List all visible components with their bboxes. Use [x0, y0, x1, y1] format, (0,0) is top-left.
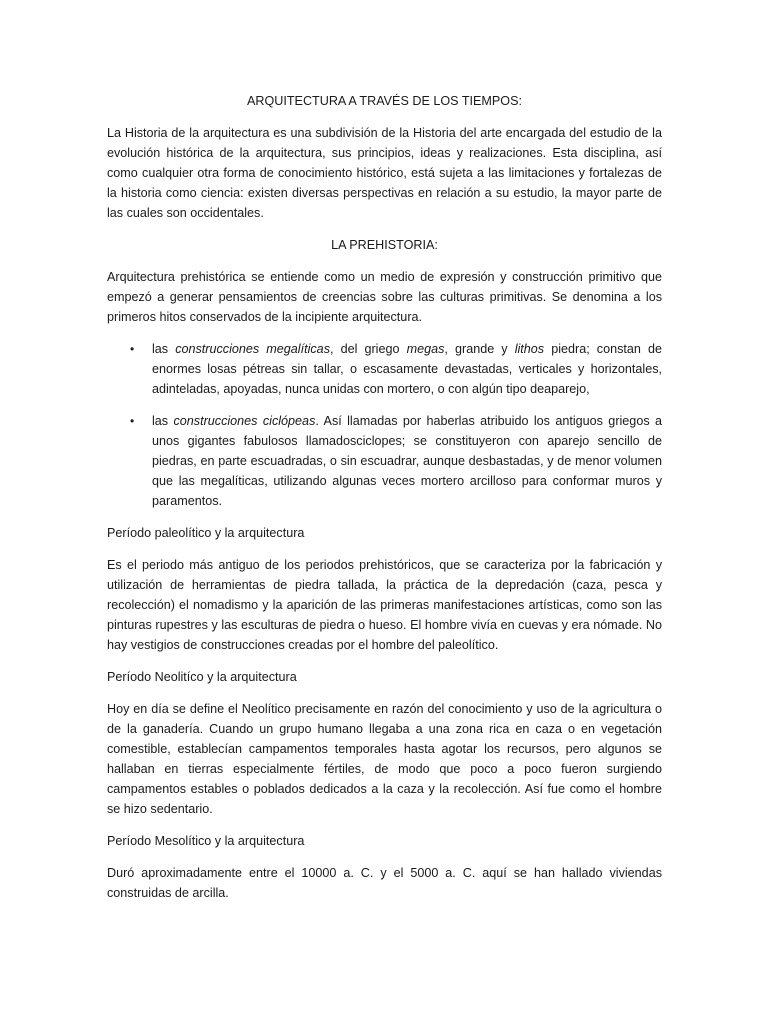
prehistory-paragraph: Arquitectura prehistórica se entiende como un medio de expresión y construcción primitivo que empezó a generar pensamientos de creencias sobre las culturas primitivas. Se denomina a los primeros hitos conservados de la incipiente arquitectura.: [107, 270, 662, 324]
bullet-term: construcciones ciclópeas: [173, 414, 316, 428]
bullet-term-2: megas: [406, 342, 445, 356]
bullet-icon: •: [130, 342, 135, 356]
bullet-suffix: piedra; constan de enormes losas pétreas sin tallar, o escasamente devastadas, verticales y horizontales, adinteladas, apoyadas, nunca unidas con mortero, o con algún tipo deaparejo,: [152, 342, 663, 396]
bullet-suffix: . Así llamadas por haberlas atribuido los antiguos griegos a unos gigantes fabulosos llamadosciclopes; se constituyeron con aparejo sencillo de piedras, en parte escuadradas, o sin escuadrar, aunque desbastadas, y de menor volumen que las megalíticas, utilizando algunas veces mortero arcilloso para conformar muros y paramentos.: [152, 414, 662, 508]
section-heading-paleolitico: Período paleolítico y la arquitectura: [107, 526, 305, 540]
document-title: ARQUITECTURA A TRAVÉS DE LOS TIEMPOS:: [246, 94, 523, 108]
section-paragraph-neolitico: Hoy en día se define el Neolítico precisamente en razón del conocimiento y uso de la agricultura o de la ganadería. Cuando un grupo humano llegaba a una zona rica en caza o en vegetación comestible, establecían campamentos temporales hasta agotar los recursos, pero algunos se hallaban en tierras especialmente fértiles, de modo que poco a poco fueron surgiendo campamentos estables o poblados dedicados a la caza y la recolección. Así fue como el hombre se hizo sedentario.: [107, 702, 662, 816]
prehistory-bullet-list: [107, 339, 662, 511]
section-heading-mesolitico: Período Mesolítico y la arquitectura: [107, 834, 305, 848]
bullet-item-megaliticas: [107, 339, 662, 399]
bullet-prefix: las: [152, 414, 174, 428]
bullet-prefix: las: [152, 342, 176, 356]
prehistory-title: LA PREHISTORIA:: [331, 238, 438, 252]
intro-paragraph: La Historia de la arquitectura es una subdivisión de la Historia del arte encargada del estudio de la evolución histórica de la arquitectura, sus principios, ideas y realizaciones. Esta disciplina, así como cualquier otra forma de conocimiento histórico, está sujeta a las limitaciones y fortalezas de la historia como ciencia: existen diversas perspectivas en relación a su estudio, la mayor parte de las cuales son occidentales.: [107, 126, 662, 220]
bullet-middle-1: , del griego: [330, 342, 407, 356]
document-content: [107, 90, 662, 915]
bullet-middle-2: , grande y: [444, 342, 515, 356]
section-paragraph-mesolitico: Duró aproximadamente entre el 10000 a. C. y el 5000 a. C. aquí se han hallado viviendas construidas de arcilla.: [107, 866, 662, 900]
section-paragraph-paleolitico: Es el periodo más antiguo de los periodos prehistóricos, que se caracteriza por la fabricación y utilización de herramientas de piedra tallada, la práctica de la depredación (caza, pesca y recolección) el nomadismo y la aparición de las primeras manifestaciones artísticas, como son las pinturas rupestres y las esculturas de piedra o hueso. El hombre vivía en cuevas y era nómade. No hay vestigios de construcciones creadas por el hombre del paleolítico.: [107, 558, 662, 652]
bullet-icon: •: [130, 414, 135, 428]
bullet-term: construcciones megalíticas: [175, 342, 330, 356]
bullet-term-3: lithos: [514, 342, 545, 356]
section-heading-neolitico: Período Neolitíco y la arquitectura: [107, 670, 297, 684]
bullet-item-ciclopeas: [107, 411, 662, 511]
